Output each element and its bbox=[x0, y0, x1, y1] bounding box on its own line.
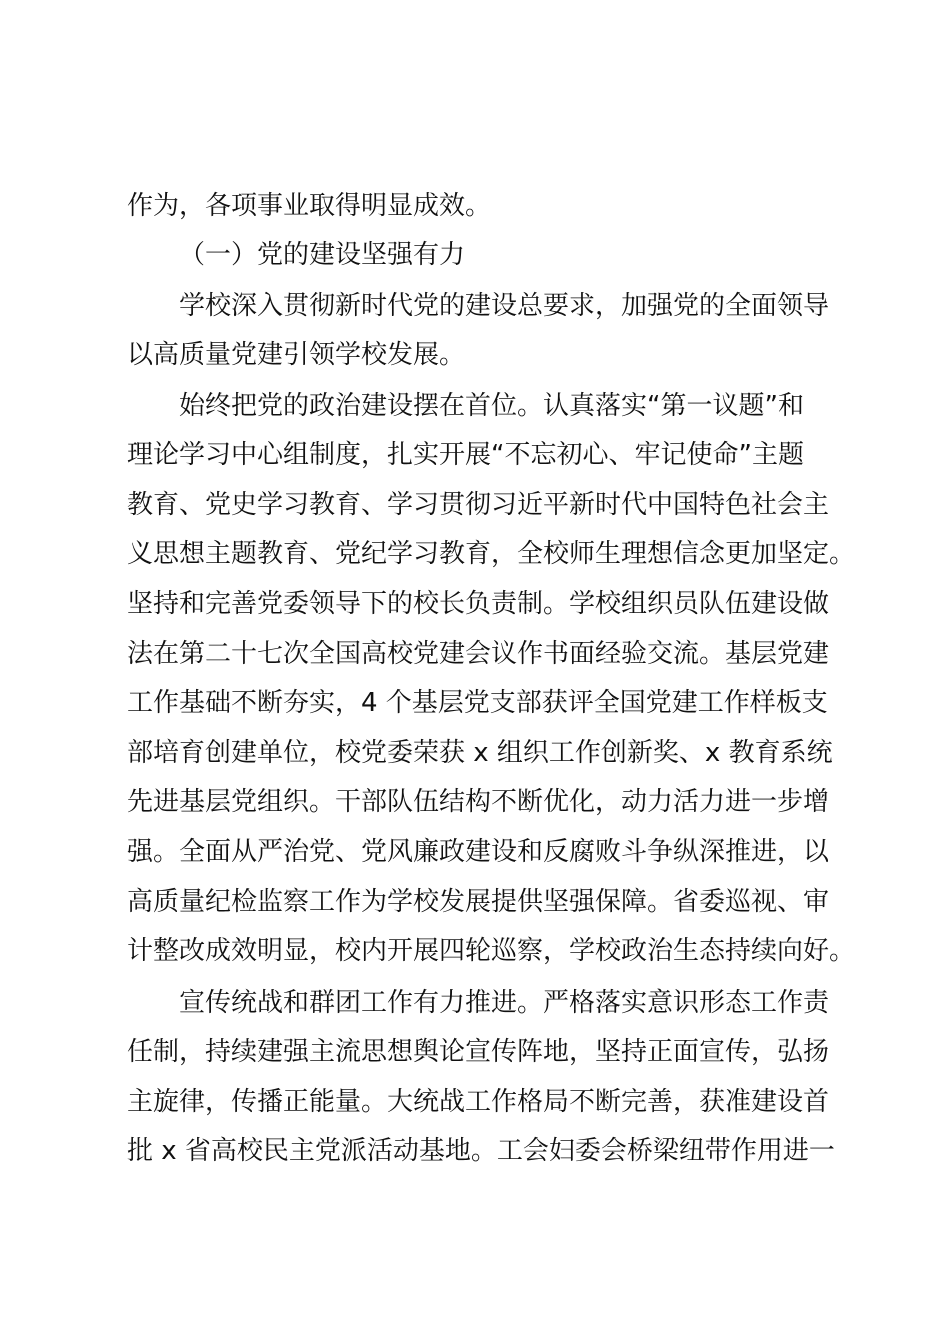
text-line: 主旋律，传播正能量。大统战工作格局不断完善，获准建设首 bbox=[127, 1087, 830, 1117]
text-line: 高质量纪检监察工作为学校发展提供坚强保障。省委巡视、审 bbox=[127, 887, 830, 917]
text-line: 以高质量党建引领学校发展。 bbox=[127, 340, 466, 370]
text-line: 作为，各项事业取得明显成效。 bbox=[127, 191, 492, 221]
text-line: 法在第二十七次全国高校党建会议作书面经验交流。基层党建 bbox=[127, 639, 830, 669]
text-line: 先进基层党组织。干部队伍结构不断优化，动力活力进一步增 bbox=[127, 787, 830, 817]
text-line: 始终把党的政治建设摆在首位。认真落实“第一议题”和 bbox=[179, 391, 804, 421]
text-line: 计整改成效明显，校内开展四轮巡察，学校政治生态持续向好。 bbox=[127, 936, 856, 966]
text-line: 义思想主题教育、党纪学习教育，全校师生理想信念更加坚定。 bbox=[127, 539, 856, 569]
text-line: 部培育创建单位，校党委荣获 x 组织工作创新奖、x 教育系统 bbox=[127, 738, 833, 768]
text-line: 工作基础不断夯实，4 个基层党支部获评全国党建工作样板支 bbox=[127, 688, 828, 718]
text-line: 教育、党史学习教育、学习贯彻习近平新时代中国特色社会主 bbox=[127, 490, 830, 520]
text-line: 坚持和完善党委领导下的校长负责制。学校组织员队伍建设做 bbox=[127, 589, 830, 619]
text-line: 理论学习中心组制度，扎实开展“不忘初心、牢记使命”主题 bbox=[127, 440, 804, 470]
text-line: 学校深入贯彻新时代党的建设总要求，加强党的全面领导 bbox=[179, 291, 830, 321]
text-line: 强。全面从严治党、党风廉政建设和反腐败斗争纵深推进，以 bbox=[127, 837, 830, 867]
section-heading: （一）党的建设坚强有力 bbox=[179, 240, 466, 270]
text-line: 批 x 省高校民主党派活动基地。工会妇委会桥梁纽带作用进一 bbox=[127, 1136, 835, 1166]
text-line: 宣传统战和群团工作有力推进。严格落实意识形态工作责 bbox=[179, 988, 830, 1018]
text-line: 任制，持续建强主流思想舆论宣传阵地，坚持正面宣传，弘扬 bbox=[127, 1037, 830, 1067]
